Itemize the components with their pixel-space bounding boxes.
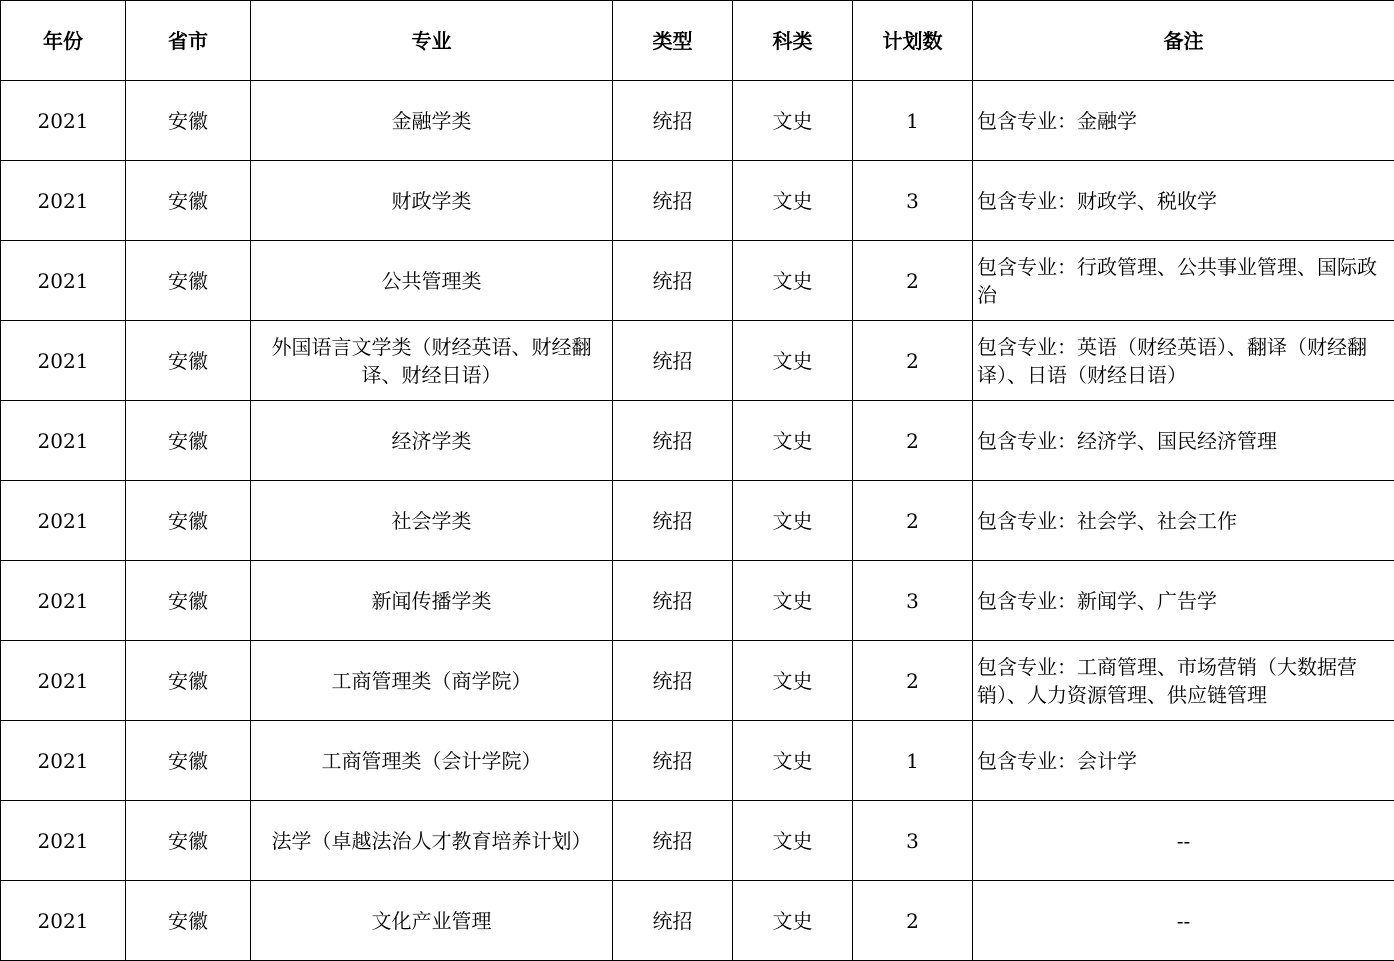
cell-type: 统招: [613, 481, 733, 561]
cell-plan: 2: [853, 881, 973, 961]
cell-year: 2021: [1, 881, 126, 961]
cell-type: 统招: [613, 241, 733, 321]
header-province: 省市: [126, 1, 251, 81]
cell-note: 包含专业：行政管理、公共事业管理、国际政治: [973, 241, 1394, 321]
cell-major: 外国语言文学类（财经英语、财经翻译、财经日语）: [251, 321, 613, 401]
cell-type: 统招: [613, 641, 733, 721]
table-row: [1, 881, 1394, 961]
cell-province: 安徽: [126, 321, 251, 401]
cell-plan: 3: [853, 801, 973, 881]
cell-plan: 3: [853, 161, 973, 241]
table-row: [1, 801, 1394, 881]
cell-year: 2021: [1, 801, 126, 881]
cell-category: 文史: [733, 721, 853, 801]
cell-category: 文史: [733, 161, 853, 241]
cell-type: 统招: [613, 401, 733, 481]
cell-major: 新闻传播学类: [251, 561, 613, 641]
cell-category: 文史: [733, 561, 853, 641]
cell-category: 文史: [733, 641, 853, 721]
cell-major: 文化产业管理: [251, 881, 613, 961]
cell-type: 统招: [613, 561, 733, 641]
header-note: 备注: [973, 1, 1394, 81]
cell-major: 社会学类: [251, 481, 613, 561]
cell-province: 安徽: [126, 481, 251, 561]
table-row: [1, 401, 1394, 481]
cell-note: 包含专业：金融学: [973, 81, 1394, 161]
cell-note: 包含专业：经济学、国民经济管理: [973, 401, 1394, 481]
cell-major: 财政学类: [251, 161, 613, 241]
cell-plan: 2: [853, 401, 973, 481]
header-plan: 计划数: [853, 1, 973, 81]
cell-note: 包含专业：社会学、社会工作: [973, 481, 1394, 561]
cell-plan: 2: [853, 641, 973, 721]
table-row: [1, 321, 1394, 401]
cell-note: 包含专业：财政学、税收学: [973, 161, 1394, 241]
cell-major: 工商管理类（商学院）: [251, 641, 613, 721]
table-row: [1, 241, 1394, 321]
header-year: 年份: [1, 1, 126, 81]
cell-plan: 2: [853, 241, 973, 321]
cell-year: 2021: [1, 641, 126, 721]
cell-province: 安徽: [126, 161, 251, 241]
cell-major: 工商管理类（会计学院）: [251, 721, 613, 801]
cell-category: 文史: [733, 241, 853, 321]
cell-year: 2021: [1, 321, 126, 401]
cell-plan: 2: [853, 321, 973, 401]
cell-province: 安徽: [126, 881, 251, 961]
header-category: 科类: [733, 1, 853, 81]
cell-province: 安徽: [126, 401, 251, 481]
cell-year: 2021: [1, 81, 126, 161]
cell-category: 文史: [733, 881, 853, 961]
cell-province: 安徽: [126, 721, 251, 801]
cell-category: 文史: [733, 81, 853, 161]
cell-type: 统招: [613, 801, 733, 881]
table-row: [1, 641, 1394, 721]
table-row: [1, 561, 1394, 641]
table-row: [1, 81, 1394, 161]
cell-plan: 1: [853, 721, 973, 801]
cell-year: 2021: [1, 401, 126, 481]
cell-province: 安徽: [126, 81, 251, 161]
cell-plan: 2: [853, 481, 973, 561]
cell-major: 法学（卓越法治人才教育培养计划）: [251, 801, 613, 881]
table-row: [1, 161, 1394, 241]
cell-note: 包含专业：会计学: [973, 721, 1394, 801]
cell-major: 经济学类: [251, 401, 613, 481]
cell-year: 2021: [1, 161, 126, 241]
cell-type: 统招: [613, 721, 733, 801]
cell-type: 统招: [613, 321, 733, 401]
cell-note: --: [973, 881, 1394, 961]
cell-plan: 1: [853, 81, 973, 161]
cell-note: 包含专业：工商管理、市场营销（大数据营销）、人力资源管理、供应链管理: [973, 641, 1394, 721]
cell-major: 公共管理类: [251, 241, 613, 321]
cell-plan: 3: [853, 561, 973, 641]
header-row: [1, 1, 1394, 81]
cell-province: 安徽: [126, 241, 251, 321]
cell-major: 金融学类: [251, 81, 613, 161]
header-type: 类型: [613, 1, 733, 81]
cell-province: 安徽: [126, 641, 251, 721]
cell-year: 2021: [1, 481, 126, 561]
header-major: 专业: [251, 1, 613, 81]
cell-year: 2021: [1, 721, 126, 801]
cell-province: 安徽: [126, 561, 251, 641]
cell-category: 文史: [733, 481, 853, 561]
cell-year: 2021: [1, 561, 126, 641]
cell-category: 文史: [733, 801, 853, 881]
cell-category: 文史: [733, 401, 853, 481]
cell-note: 包含专业：新闻学、广告学: [973, 561, 1394, 641]
cell-category: 文史: [733, 321, 853, 401]
cell-type: 统招: [613, 161, 733, 241]
table-row: [1, 721, 1394, 801]
table-row: [1, 481, 1394, 561]
cell-year: 2021: [1, 241, 126, 321]
cell-note: --: [973, 801, 1394, 881]
cell-province: 安徽: [126, 801, 251, 881]
cell-type: 统招: [613, 81, 733, 161]
cell-type: 统招: [613, 881, 733, 961]
cell-note: 包含专业：英语（财经英语）、翻译（财经翻译）、日语（财经日语）: [973, 321, 1394, 401]
